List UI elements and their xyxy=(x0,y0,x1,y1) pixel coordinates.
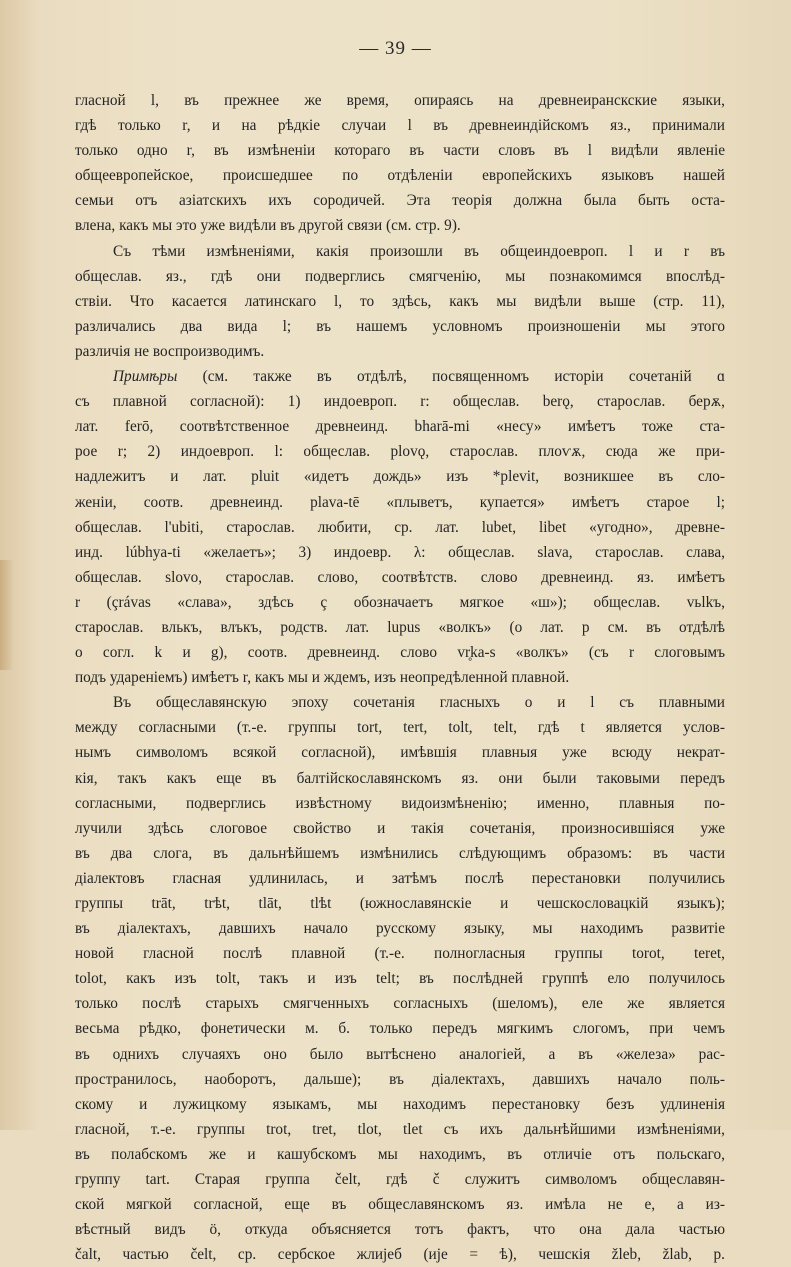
text-line-content: общеслав. l'ubiti, старослав. любити, ср. лат. lubet, libet «угодно», древне- xyxy=(75,518,725,536)
text-line xyxy=(75,339,725,364)
text-line xyxy=(75,991,725,1016)
text-line xyxy=(75,766,725,791)
text-line xyxy=(75,740,725,765)
text-line xyxy=(75,188,725,213)
text-line-content: пространилось, наоборотъ, дальше); въ діалектахъ, давшихъ начало поль- xyxy=(75,1070,725,1088)
text-line-content: лучили здѣсь слоговое свойство и такія сочетанія, произносившіяся уже xyxy=(75,819,725,837)
body-text xyxy=(75,88,725,1267)
text-line xyxy=(75,1042,725,1067)
text-line-content: кія, такъ какъ еще въ балтійскославянскомъ яз. они были таковыми передъ xyxy=(75,769,725,787)
italic-lead-word: Примѣры xyxy=(113,368,178,386)
text-line-content: различія не воспроизводимъ. xyxy=(75,342,265,360)
text-line-content: весьма рѣдко, фонетически м. б. только передъ мягкимъ слогомъ, при чемъ xyxy=(75,1020,725,1038)
text-line-content: нымъ символомъ всякой согласной), имѣвшія плавныя уже всюду некрат- xyxy=(75,744,725,762)
text-line xyxy=(75,163,725,188)
text-line xyxy=(75,389,725,414)
text-line-content: tolot, какъ изъ tolt, такъ и изъ telt; въ послѣдней группѣ ело получилось xyxy=(75,970,725,988)
text-line-content: подъ удареніемъ) имѣетъ r, какъ мы и ждемъ, изъ неопредѣленной плавной. xyxy=(75,669,570,687)
text-line xyxy=(75,264,725,289)
text-line xyxy=(75,289,725,314)
text-line-content: въ однихъ случаяхъ оно было вытѣснено аналогіей, а въ «железа» рас- xyxy=(75,1045,725,1063)
text-line xyxy=(75,916,725,941)
text-line-content: ской мягкой согласной, еще въ общеславянскомъ яз. имѣла не e, а из- xyxy=(75,1196,725,1214)
text-line xyxy=(75,816,725,841)
text-line xyxy=(75,540,725,565)
text-line-content: гласной l, въ прежнее же время, опираясь на древнеиранскские языки, xyxy=(75,92,725,109)
text-line-content: čalt, частью čelt, ср. сербское жлиjеб (иjе = ѣ), чешскія žleb, žlab, р. xyxy=(75,1246,725,1264)
text-line-content: діалектовъ гласная удлинилась, и затѣмъ послѣ перестановки получились xyxy=(75,869,725,887)
text-line-content: Въ общеславянскую эпоху сочетанія гласныхъ o и l съ плавными xyxy=(113,694,725,712)
text-line xyxy=(75,464,725,489)
text-line xyxy=(75,715,725,740)
text-line xyxy=(75,690,725,715)
text-line-content: только одно r, въ измѣненіи котораго въ части словъ въ l видѣли явленіе xyxy=(75,142,725,160)
text-line xyxy=(75,891,725,916)
text-line xyxy=(75,1067,725,1092)
text-line-content: общеслав. slovo, старослав. слово, соотвѣтств. слово древнеинд. яз. имѣетъ xyxy=(75,568,725,586)
text-line-content: съ плавной согласной): 1) индоевроп. r: общеслав. berǫ, старослав. берѫ, xyxy=(75,393,725,411)
text-line-content: гласной, т.-е. группы trot, tret, tlot, tlet съ ихъ дальнѣйшими измѣненіями, xyxy=(75,1120,725,1138)
text-line xyxy=(75,665,725,690)
text-line-content: старослав. влькъ, влъкъ, родств. лат. lupus «волкъ» (о лат. p см. въ отдѣлѣ xyxy=(75,618,725,636)
text-line xyxy=(75,941,725,966)
text-line-content: о согл. k и g), соотв. древнеинд. слово vr̥ka-s «волкъ» (съ r слоговымъ xyxy=(75,644,725,662)
text-line xyxy=(75,1117,725,1142)
text-line-content: въ діалектахъ, давшихъ начало русскому языку, мы находимъ развитіе xyxy=(75,920,725,938)
text-line xyxy=(75,1016,725,1041)
text-line xyxy=(75,791,725,816)
text-line-content: Съ тѣми измѣненіями, какія произошли въ общеиндоевроп. l и r въ xyxy=(113,242,725,260)
text-line xyxy=(75,88,725,113)
text-line-content: гдѣ только r, и на рѣдкіе случаи l въ древнеиндійскомъ яз., принимали xyxy=(75,117,725,135)
text-line xyxy=(75,515,725,540)
text-line xyxy=(75,239,725,264)
text-line-content: въ полабскомъ же и кашубскомъ мы находимъ, въ отличіе отъ польскаго, xyxy=(75,1145,725,1163)
text-line-content: лат. ferō, соотвѣтственное древнеинд. bharā-mi «несу» имѣетъ тоже ста- xyxy=(75,418,725,436)
text-line xyxy=(75,1092,725,1117)
text-line-content: ствіи. Что касается латинскаго l, то здѣсь, какъ мы видѣли выше (стр. 11), xyxy=(75,292,725,310)
text-line-content: общеевропейское, происшедшее по отдѣленіи европейскихъ языковъ нашей xyxy=(75,167,725,185)
text-line-content: инд. lúbhya-ti «желаетъ»; 3) индоевр. λ: общеслав. slava, старослав. слава, xyxy=(75,543,725,561)
text-line-content: (см. также въ отдѣлѣ, посвященномъ исторіи сочетаній ɑ xyxy=(177,368,725,386)
text-line xyxy=(75,213,725,238)
text-line-content: скому и лужицкому языкамъ, мы находимъ перестановку безъ удлиненія xyxy=(75,1095,725,1113)
text-line-content: рое r; 2) индоевроп. l: общеслав. plovǫ, старослав. плоѵѫ, сюда же при- xyxy=(75,443,725,461)
text-line xyxy=(75,138,725,163)
text-line xyxy=(75,439,725,464)
text-line xyxy=(75,1242,725,1267)
text-line xyxy=(75,640,725,665)
page-edge-stain xyxy=(0,560,14,670)
text-line xyxy=(75,314,725,339)
text-line xyxy=(75,113,725,138)
text-line-content: новой гласной послѣ плавной (т.-е. полногласныя группы torot, teret, xyxy=(75,945,725,963)
text-line xyxy=(75,1217,725,1242)
text-line-content: группу tart. Старая группа čelt, гдѣ č служитъ символомъ общеславян- xyxy=(75,1171,725,1189)
text-line xyxy=(75,1192,725,1217)
text-line-content: влена, какъ мы это уже видѣли въ другой связи (см. стр. 9). xyxy=(75,217,461,235)
text-line-content: женіи, соотв. древнеинд. plava-tē «плыветъ, купается» имѣетъ старое l; xyxy=(75,493,725,511)
text-line-content: согласными, подверглись извѣстному видоизмѣненію; именно, плавныя по- xyxy=(75,794,725,812)
text-line-content: между согласными (т.-е. группы tort, tert, tolt, telt, гдѣ t является услов- xyxy=(75,719,725,737)
text-line xyxy=(75,1167,725,1192)
text-line xyxy=(75,615,725,640)
text-line xyxy=(75,966,725,991)
text-line xyxy=(75,590,725,615)
text-line xyxy=(75,1142,725,1167)
text-line-content: r (çrávas «слава», здѣсь ç обозначаетъ мягкое «ш»); общеслав. vьlkъ, xyxy=(75,593,725,611)
text-line xyxy=(75,565,725,590)
text-line-content: различались два вида l; въ нашемъ условномъ произношеніи мы этого xyxy=(75,317,725,335)
text-line xyxy=(75,414,725,439)
text-line-content: группы trāt, trѣt, tlāt, tlѣt (южнославянскіе и чешскословацкій языкъ); xyxy=(75,895,725,912)
text-line xyxy=(75,866,725,891)
text-line-content: вѣстный видъ ö, откуда объясняется тотъ фактъ, что она дала частью xyxy=(75,1221,725,1239)
text-line-content: надлежитъ и лат. pluit «идетъ дождь» изъ *plevit, возникшее въ сло- xyxy=(75,468,725,486)
text-line-content: общеслав. яз., гдѣ они подверглись смягченію, мы познакомимся впослѣд- xyxy=(75,267,725,285)
text-line xyxy=(75,841,725,866)
text-line xyxy=(75,364,725,389)
text-line xyxy=(75,490,725,515)
text-line-content: семьи отъ азіатскихъ ихъ сородичей. Эта теорія должна была быть оста- xyxy=(75,192,725,210)
page-number: — 39 — xyxy=(359,38,432,59)
text-line-content: только послѣ старыхъ смягченныхъ согласныхъ (шеломъ), еле же является xyxy=(75,995,725,1013)
text-line-content: въ два слога, въ дальнѣйшемъ измѣнились слѣдующимъ образомъ: въ части xyxy=(75,844,725,862)
